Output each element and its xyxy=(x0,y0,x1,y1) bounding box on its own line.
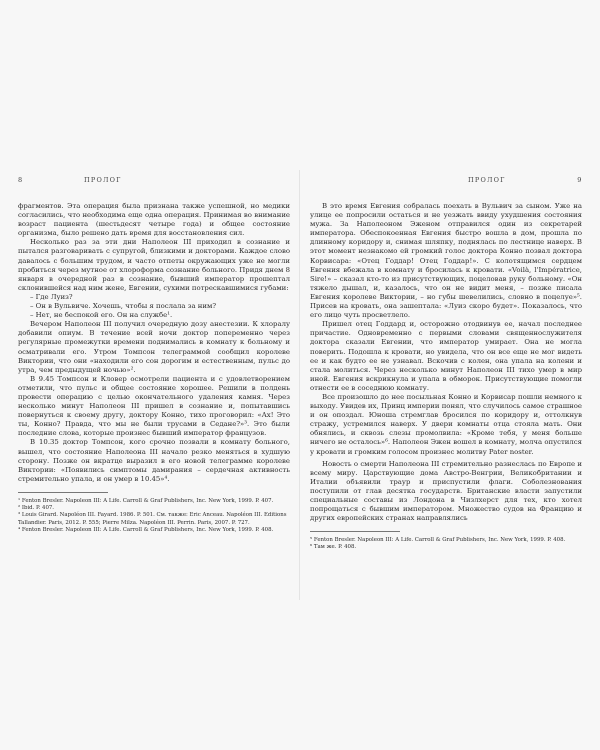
right-running-header xyxy=(310,176,582,190)
right-running-title: ПРОЛОГ xyxy=(468,176,506,184)
left-footnote-rule xyxy=(18,492,108,493)
footnote: ⁶ Там же. P. 408. xyxy=(310,544,357,551)
right-paragraph: Все произошло до нее посыльная Конно и Корвисар пошли немного к выходу. Увидев их, Принц империи понял, что случилось самое страшное и он опоздал. Юноша стремглав бросился по коридору и, оттолкнув стражу, устремился наверх. У двери комнаты отца стояла мать. Они обнялись, и сквозь слезы промолвила: «Кроме тебя, у меня больше ничего не осталось»⁶. Наполеон Эжен вошел в комнату, молча опустился у кровати и громким голосом произнес молитву Pater noster. xyxy=(310,392,582,456)
left-page-body xyxy=(18,202,290,484)
footnote: ¹ Fenton Bresler. Napoleon III: A Life. Carroll & Graf Publishers, Inc. New York, 1999. P. 407. xyxy=(18,497,274,504)
left-paragraph: В 9.45 Томпсон и Кловер осмотрели пациента и с удовлетворением отметили, что пульс и общее состояние хорошее. Решили в полдень провести операцию с целью окончательного удаления камня. Через несколько минут Наполеон III пришел в сознание и, попытавшись повернуться к своему другу, доктору Конно, тихо проговорил: «Ах! Это ты, Конно? Правда, что мы не были трусами в Седане?»³. Это были последние слова, которые произнес бывший император французов. xyxy=(18,374,290,438)
right-paragraph: В это время Евгения собралась поехать в Вульвич за сыном. Уже на улице ее попросили остаться и не уезжать ввиду ухудшения состояния мужа. За Наполеоном Эженом отправился один из секретарей императора. Обеспокоенная Евгения быстро вошла в дом, прошла по длинному коридору и, снимая шляпку, поднялась по лестнице наверх. В этот момент незнакомо ей громкий голос доктора Конно позвал доктора Корвисара: «Отец Годдар! Отец Годдар!». С колотящимся сердцем Евгения вбежала в комнату и бросилась к кровати. «Voilà, l'Impératrice, Sire!» – сказал кто-то из присутствующих, поцеловав руку больному. «Он тяжело дышал, и, казалось, что он не видит меня, – позже писала Евгения королеве Виктории, – но губы шевелились, словно в поцелуе»⁵. Присев на кровать, она зашептала: «Луиз скоро будет». Показалось, что его лицо чуть просветлело. xyxy=(310,202,582,320)
dialogue-line: – Он в Вульвиче. Хочешь, чтобы я послала за ним? xyxy=(30,302,217,311)
right-paragraph: Пришел отец Годдард и, осторожно отодвинув ее, начал последнее причастие. Одновременно с первыми словами священнослужителя доктора сказали Евгении, что император умирает. Она не могла поверить. Подошла к кровати, но увидела, что он все еще не мог видеть ее и как будто ее не узнавал. Вскочив с колен, она упала на колени и стала молиться. Через несколько минут Наполеон III тихо умер в мир иной. Евгения вскрикнула и упала в обморок. Присутствующие помогли отнести ее в соседнюю комнату. xyxy=(310,320,582,392)
footnote: ³ Louis Girard. Napoléon III. Fayard. 1986. P. 501. См. также: Eric Anceau. Napoléon III. Editions Tallandier. Paris, 2012. P. 555; Pierre Milza. Napoléon III. Perrin. Paris, 2007. P. 727. xyxy=(18,512,287,526)
left-page-number: 8 xyxy=(18,176,23,184)
left-paragraph: Несколько раз за эти дни Наполеон III приходил в сознание и пытался разговаривать с супругой, близкими и докторами. Каждое слово давалось с большим трудом, и часто отпеты окружающих уже не могли пробиться через мутное от хлороформа сознание больного. Придя днем 8 января в очередной раз в сознание, бывший император прошептал склонившейся над ним жене, Евгении, сухими потрескавшимися губами: xyxy=(18,238,290,292)
dialogue-line: – Где Луиз? xyxy=(30,292,73,301)
left-paragraph: Вечером Наполеон III получил очередную дозу анестезии. К хлоралу добавили опиум. В течение всей ночи доктор попеременно через регулярные промежутки времени поднимались в комнату к больному и осматривали его. Утром Томпсон телеграммой сообщил королеве Виктории, что они «находили его сон дорогим и естественным, пульс до утра, чем предыдущей ночью»². xyxy=(18,320,290,374)
right-page-body xyxy=(310,202,582,523)
spine-gutter xyxy=(299,170,300,600)
right-page-number: 9 xyxy=(577,176,582,184)
left-paragraph: В 10.35 доктор Томпсон, кого срочно позвали в комнату больного, вышел, что состояние Наполеона III начало резко меняться в худшую сторону. Позже он вкратце выразил в его новой телеграмме королеве Виктории: «Появились симптомы дамирания – сердечная активность стремительно упала, и он умер в 10.45»⁴. xyxy=(18,438,290,483)
footnote: ⁴ Fenton Bresler. Napoleon III: A Life. Carroll & Graf Publishers, Inc. New York, 1999. P. 408. xyxy=(18,526,274,533)
right-page xyxy=(310,176,582,552)
left-running-title: ПРОЛОГ xyxy=(84,176,122,184)
left-paragraph: фрагментов. Эта операция была признана также успешной, но медики согласились, что необходима еще одна операция. Принимая во внимание возраст пациента (шестьдесят четыре года) и общее состояние организма, было решено дать время для восстановления сил. xyxy=(18,202,290,238)
footnote: ⁵ Fenton Bresler. Napoleon III: A Life. Carroll & Graf Publishers, Inc. New York, 1999. P. 408. xyxy=(310,537,566,544)
right-paragraph: Новость о смерти Наполеона III стремительно разнеслась по Европе и всему миру. Царствующие дома Австро-Венгрии, Великобритании и Италии объявили траур и приспустили флаги. Соболезнования поступили от глав десятка государств. Британские власти запустили специальные составы из Лондона в Чизлхерст для тех, кто хотел попрощаться с бывшим императором. Множество судов на Францию и других европейских странах направлялись xyxy=(310,459,582,523)
footnote: ² Ibid. P. 407. xyxy=(18,505,55,512)
right-footnotes xyxy=(310,537,582,551)
dialogue-line: – Нет, не беспокой его. Он на службе¹. xyxy=(30,311,173,320)
left-page xyxy=(18,176,290,534)
left-footnotes xyxy=(18,498,290,534)
right-footnote-rule xyxy=(310,531,400,532)
left-running-header xyxy=(18,176,290,190)
